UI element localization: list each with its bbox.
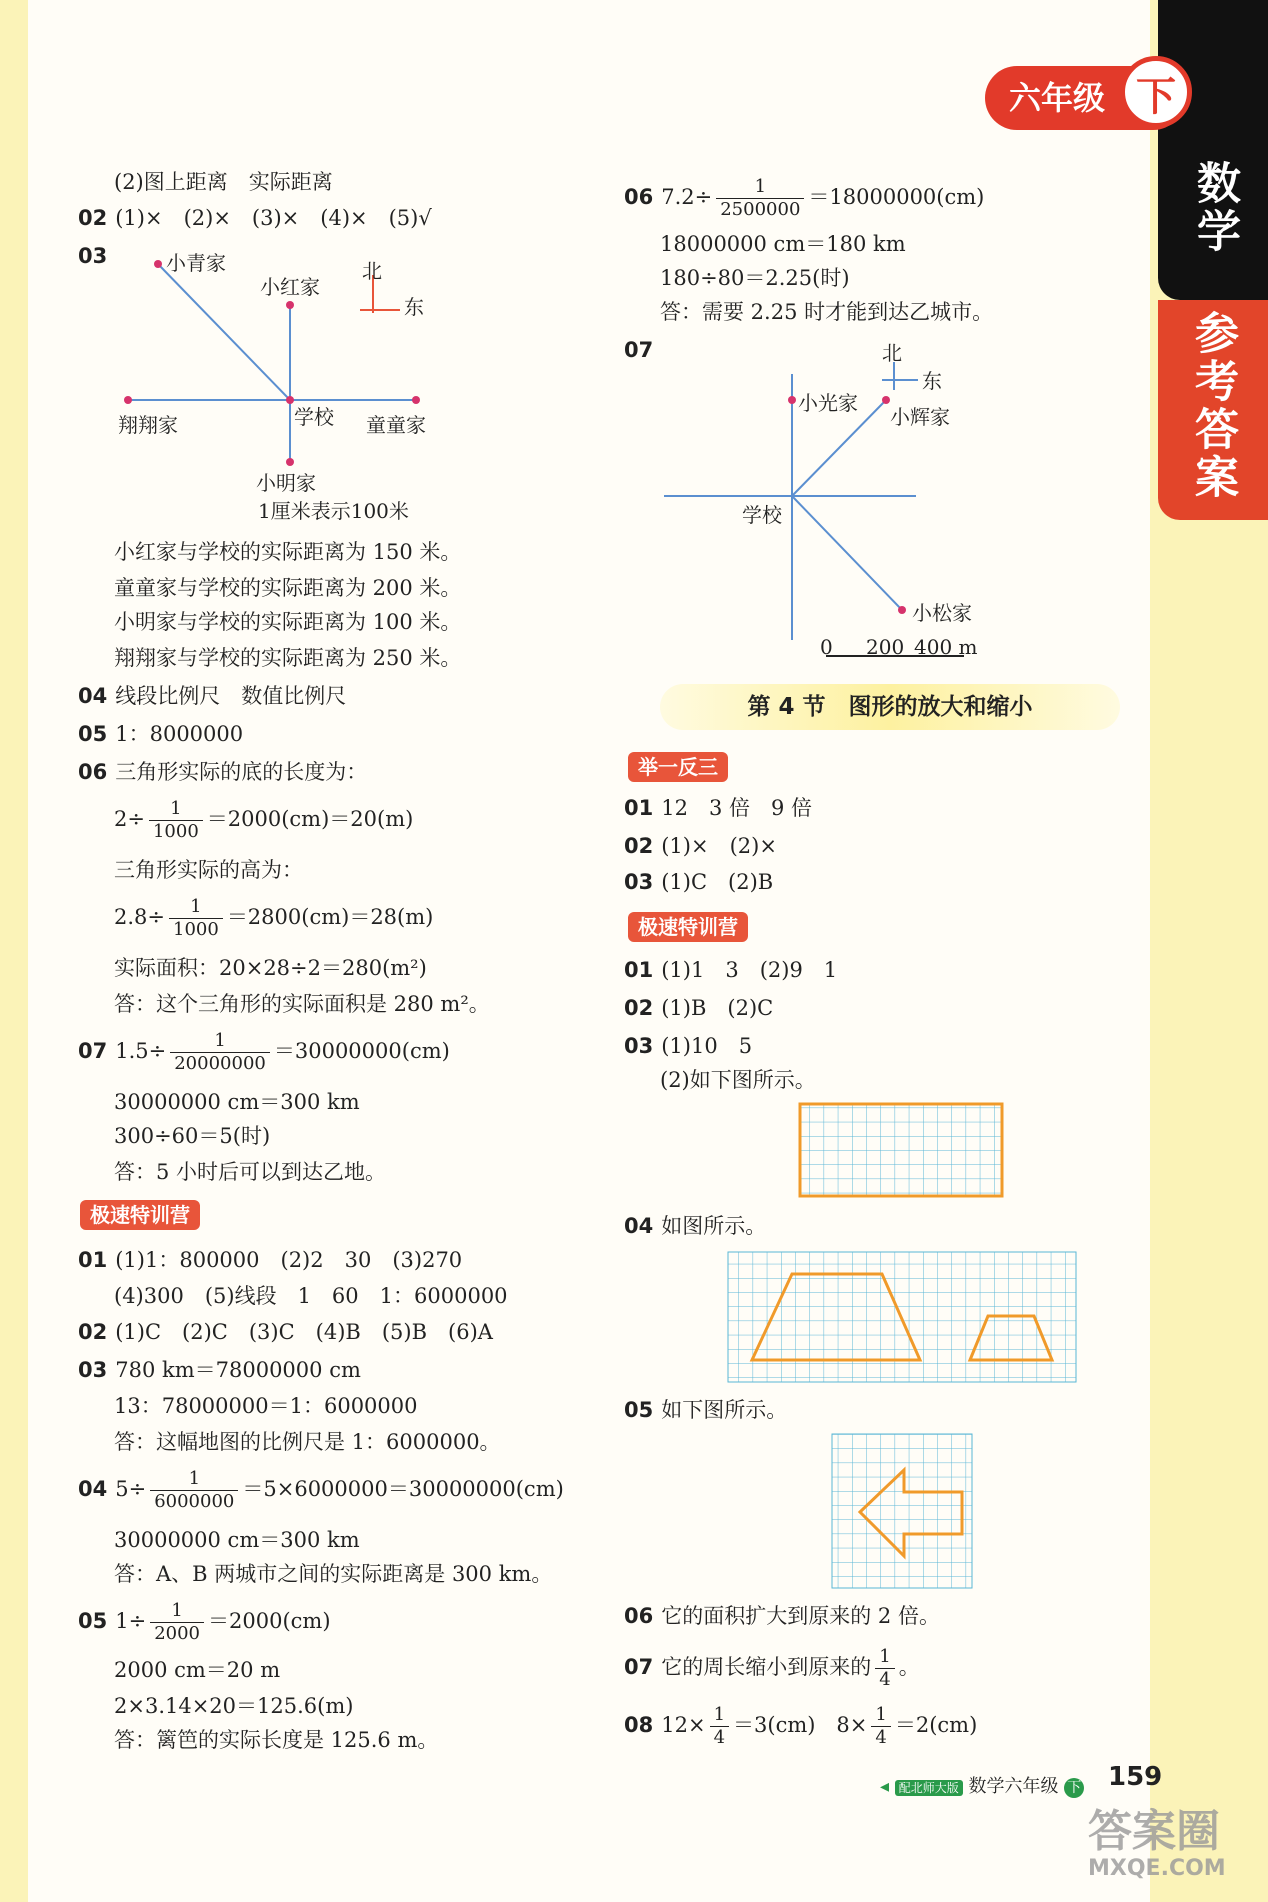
label-school: 学校 <box>294 405 334 429</box>
label-xiaoqing: 小青家 <box>166 251 226 275</box>
grid-b05 <box>832 1434 972 1588</box>
scale-200: 200 <box>866 635 905 659</box>
right-q06b: 18000000 cm＝180 km <box>660 232 906 256</box>
denominator: 1000 <box>152 821 199 842</box>
q-number: 07 <box>624 338 654 362</box>
right-q06d: 答：需要 2.25 时才能到达乙城市。 <box>660 300 994 324</box>
watermark-logo: 答案圈 <box>1088 1806 1220 1857</box>
left-a2: 童童家与学校的实际距离为 200 米。 <box>114 576 462 600</box>
left-p03b: 13：78000000＝1：6000000 <box>114 1394 418 1418</box>
denominator: 4 <box>875 1727 887 1748</box>
q-number: 01 <box>78 1248 108 1272</box>
q-number: 08 <box>624 1713 654 1737</box>
q-text: 它的面积扩大到原来的 2 倍。 <box>661 1604 940 1628</box>
q-number: 01 <box>624 796 654 820</box>
left-q07d: 答：5 小时后可以到达乙地。 <box>114 1160 387 1184</box>
q-number: 04 <box>624 1214 654 1238</box>
q-text: (1)C (2)B <box>661 870 774 894</box>
q-number: 06 <box>624 1604 654 1628</box>
badge-examples: 举一反三 <box>628 752 728 782</box>
expr: ＝3(cm) 8× <box>733 1713 868 1737</box>
expr: 2÷ <box>114 807 145 831</box>
expr: 。 <box>898 1655 920 1679</box>
label-xiaohui: 小辉家 <box>890 405 950 429</box>
q-text: (1)10 5 <box>661 1034 753 1058</box>
q-number: 05 <box>78 722 108 746</box>
q-number: 06 <box>78 760 108 784</box>
label-tongtong: 童童家 <box>366 413 426 437</box>
scale-400: 400 m <box>914 635 978 659</box>
left-p01b: (4)300 (5)线段 1 60 1：6000000 <box>114 1284 508 1308</box>
right-b06 <box>624 1602 940 1630</box>
expr: 1÷ <box>115 1609 147 1633</box>
label-xiaohong: 小红家 <box>260 275 320 299</box>
denominator: 20000000 <box>174 1053 266 1074</box>
q-number: 05 <box>78 1609 108 1633</box>
left-q06e: 答：这个三角形的实际面积是 280 m²。 <box>114 992 490 1016</box>
left-p05c: 2×3.14×20＝125.6(m) <box>114 1694 354 1718</box>
label-xiangxiang: 翔翔家 <box>118 413 178 437</box>
numerator: 1 <box>149 798 203 821</box>
book-title: 数学六年级 <box>968 1776 1059 1797</box>
footer <box>880 1772 1084 1798</box>
expr: 它的周长缩小到原来的 <box>661 1655 872 1679</box>
q-text: 12 3 倍 9 倍 <box>661 796 813 820</box>
right-b07 <box>624 1646 920 1691</box>
expr: ＝5×6000000＝30000000(cm) <box>242 1477 564 1501</box>
q-text: 三角形实际的底的长度为： <box>115 760 368 784</box>
edition-badge: 配北师大版 <box>895 1780 963 1796</box>
left-p04b: 30000000 cm＝300 km <box>114 1528 360 1552</box>
right-q06c: 180÷80＝2.25(时) <box>660 266 850 290</box>
label-school: 学校 <box>742 503 782 527</box>
left-p03c: 答：这幅地图的比例尺是 1：6000000。 <box>114 1430 501 1454</box>
label-north: 北 <box>362 259 382 283</box>
scale-0: 0 <box>820 635 833 659</box>
watermark <box>1088 1808 1226 1881</box>
map1-scale: 1厘米表示100米 <box>258 499 409 523</box>
badge-practice-left: 极速特训营 <box>80 1200 200 1230</box>
watermark-site: MXQE.COM <box>1088 1856 1226 1881</box>
term-badge: 下 <box>1064 1778 1084 1798</box>
numerator: 1 <box>710 1704 729 1727</box>
q-number: 03 <box>624 1034 654 1058</box>
left-p05d: 答：篱笆的实际长度是 125.6 m。 <box>114 1728 439 1752</box>
left-a1: 小红家与学校的实际距离为 150 米。 <box>114 540 462 564</box>
left-q07c: 300÷60＝5(时) <box>114 1124 271 1148</box>
fraction <box>710 1704 729 1749</box>
left-a4: 翔翔家与学校的实际距离为 250 米。 <box>114 646 462 670</box>
q-number: 05 <box>624 1398 654 1422</box>
q-number: 02 <box>624 834 654 858</box>
label-east: 东 <box>922 369 942 393</box>
label-north: 北 <box>882 341 902 365</box>
q-number: 07 <box>624 1655 654 1679</box>
q-text: (1)B (2)C <box>661 996 774 1020</box>
expr: ＝18000000(cm) <box>808 185 985 209</box>
label-xiaoming: 小明家 <box>256 471 316 495</box>
expr: ＝2000(cm) <box>208 1609 331 1633</box>
section-title: 第 4 节 图形的放大和缩小 <box>660 684 1120 730</box>
expr: 1.5÷ <box>115 1039 167 1063</box>
q-number: 02 <box>624 996 654 1020</box>
fraction <box>871 1704 890 1749</box>
numerator: 1 <box>871 1704 890 1727</box>
denominator: 4 <box>713 1727 726 1748</box>
q-number: 06 <box>624 185 654 209</box>
left-p05b: 2000 cm＝20 m <box>114 1658 281 1682</box>
q-number: 07 <box>78 1039 108 1063</box>
denominator: 2000 <box>154 1623 201 1644</box>
left-arrow-icon: ◂ <box>880 1776 890 1797</box>
right-b08 <box>624 1704 977 1749</box>
left-a3: 小明家与学校的实际距离为 100 米。 <box>114 610 462 634</box>
expr: ＝2000(cm)＝20(m) <box>206 807 414 831</box>
expr: 12× <box>661 1713 706 1737</box>
q-text: 如下图所示。 <box>661 1398 788 1422</box>
expr: 7.2÷ <box>661 185 713 209</box>
expr: 5÷ <box>115 1477 147 1501</box>
page-number: 159 <box>1108 1762 1163 1792</box>
q-number: 01 <box>624 958 654 982</box>
label-xiaosong: 小松家 <box>912 601 972 625</box>
label-xiaoguang: 小光家 <box>798 391 858 415</box>
q-text: (1)1：800000 (2)2 30 (3)270 <box>115 1248 463 1272</box>
q-number: 04 <box>78 1477 108 1501</box>
fraction <box>875 1646 894 1691</box>
q-text: 如图所示。 <box>661 1214 767 1238</box>
expr: ＝30000000(cm) <box>273 1039 450 1063</box>
numerator: 1 <box>169 896 223 919</box>
expr: 2.8÷ <box>114 905 165 929</box>
grade-label: 六年级 <box>1009 79 1106 117</box>
q-number: 04 <box>78 684 108 708</box>
numerator: 1 <box>716 176 804 199</box>
left-q06d: 实际面积：20×28÷2＝280(m²) <box>114 956 427 980</box>
denominator: 1000 <box>173 919 219 940</box>
right-b04 <box>624 1212 766 1240</box>
term-circle: 下 <box>1120 56 1192 128</box>
section-label: 参考答案 <box>1187 310 1238 502</box>
q-text: (1)× (2)× <box>661 834 777 858</box>
denominator: 4 <box>879 1669 891 1690</box>
expr: ＝2(cm) <box>894 1713 978 1737</box>
numerator: 1 <box>875 1646 894 1669</box>
denominator: 6000000 <box>154 1491 235 1512</box>
label-east: 东 <box>404 295 424 319</box>
numerator: 1 <box>170 1030 270 1053</box>
badge-practice-right: 极速特训营 <box>628 912 748 942</box>
right-b03b: (2)如下图所示。 <box>660 1068 816 1092</box>
numerator: 1 <box>150 1600 204 1623</box>
left-p04c: 答：A、B 两城市之间的实际距离是 300 km。 <box>114 1562 553 1586</box>
left-q06b: 三角形实际的高为： <box>114 858 303 882</box>
q-number: 03 <box>624 870 654 894</box>
q-text: (1)C (2)C (3)C (4)B (5)B (6)A <box>115 1320 493 1344</box>
q-text: 1：8000000 <box>115 722 244 746</box>
q-text: 780 km＝78000000 cm <box>115 1358 361 1382</box>
subject-label: 数学 <box>1189 160 1240 256</box>
grid-b03 <box>800 1104 1002 1196</box>
q-text: (1)× (2)× (3)× (4)× (5)√ <box>115 206 432 230</box>
q-text: 线段比例尺 数值比例尺 <box>115 684 347 708</box>
denominator: 2500000 <box>720 199 801 220</box>
expr: ＝2800(cm)＝28(m) <box>226 905 434 929</box>
right-b05 <box>624 1396 787 1424</box>
left-q07b: 30000000 cm＝300 km <box>114 1090 360 1114</box>
q-number: 03 <box>78 244 108 268</box>
numerator: 1 <box>150 1468 238 1491</box>
q-number: 02 <box>78 1320 108 1344</box>
q-number: 03 <box>78 1358 108 1382</box>
left-line-1: (2)图上距离 实际距离 <box>114 170 333 194</box>
q-number: 02 <box>78 206 108 230</box>
q-text: (1)1 3 (2)9 1 <box>661 958 838 982</box>
